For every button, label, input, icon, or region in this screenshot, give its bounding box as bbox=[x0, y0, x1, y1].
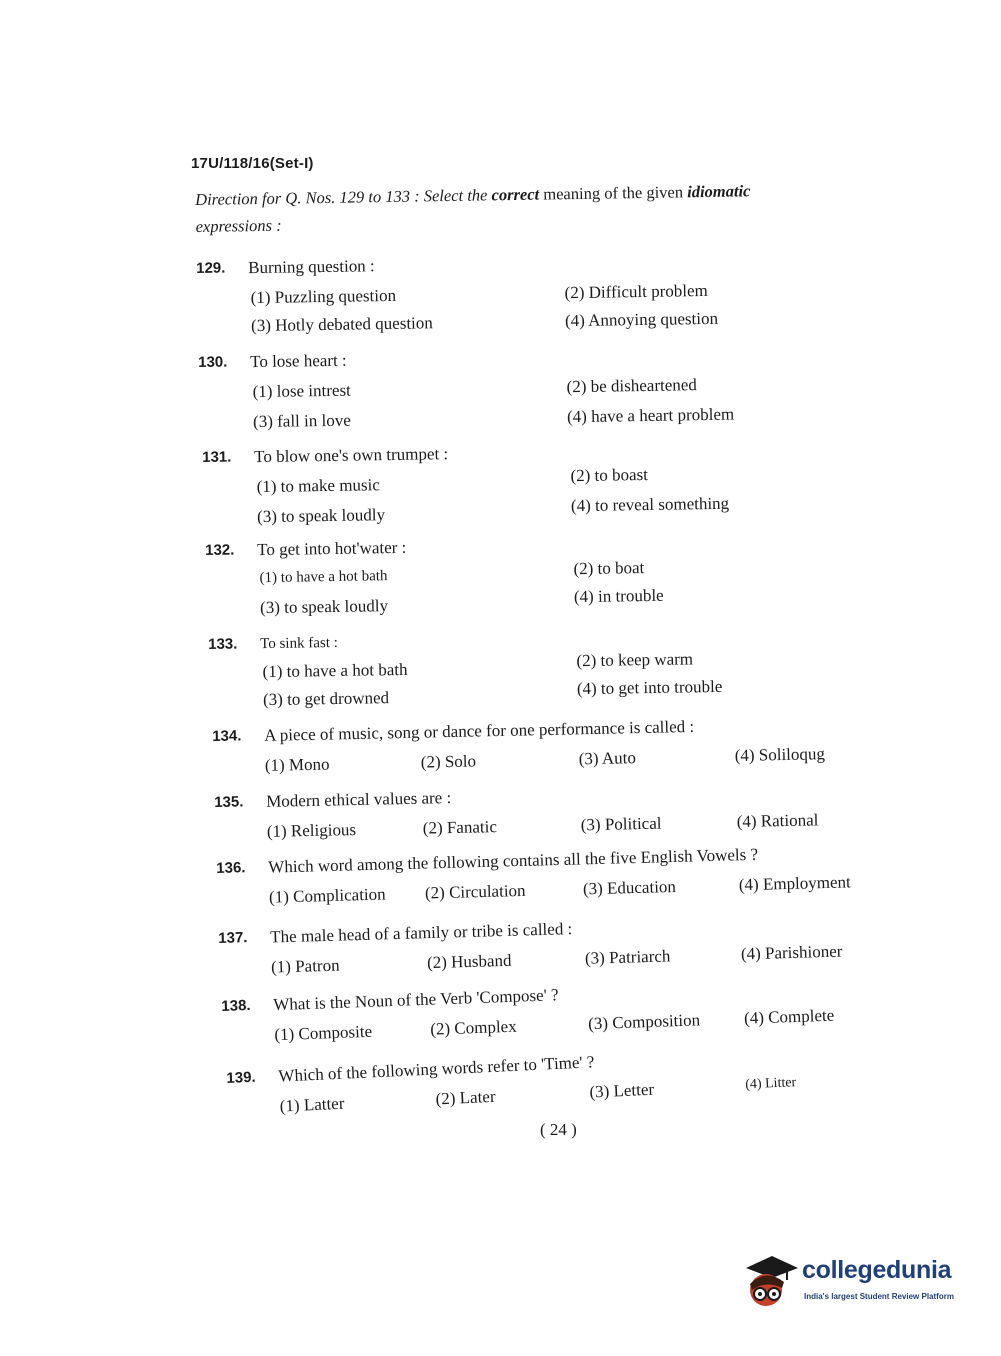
question-number: 132. bbox=[205, 541, 235, 559]
question-stem: Which word among the following contains all the five English Vowels ? bbox=[268, 844, 759, 877]
option-4: (4) Annoying question bbox=[564, 308, 719, 331]
option-2: (2) Husband bbox=[426, 950, 512, 973]
brand-name: collegedunia bbox=[802, 1256, 952, 1284]
brand-tagline: India's largest Student Review Platform bbox=[804, 1292, 954, 1301]
direction-middle: meaning of the given bbox=[543, 182, 684, 204]
paper-code: 17U/118/16(Set-I) bbox=[191, 155, 314, 172]
option-3: (3) fall in love bbox=[252, 410, 351, 432]
question-number: 138. bbox=[221, 996, 251, 1015]
option-4: (4) to reveal something bbox=[570, 493, 730, 516]
option-1: (1) Puzzling question bbox=[250, 285, 397, 308]
question-stem: To get into hot'water : bbox=[257, 537, 407, 560]
option-2: (2) Complex bbox=[429, 1016, 517, 1039]
question-stem: Burning question : bbox=[248, 256, 375, 278]
question-stem: The male head of a family or tribe is called : bbox=[270, 919, 573, 947]
option-2: (2) Fanatic bbox=[422, 817, 498, 838]
option-1: (1) Composite bbox=[274, 1021, 373, 1045]
direction-prefix: Direction for Q. Nos. 129 to 133 : Select the bbox=[195, 185, 488, 209]
option-4: (4) Parishioner bbox=[740, 941, 843, 964]
question-stem: To blow one's own trumpet : bbox=[254, 444, 449, 467]
option-3: (3) Auto bbox=[578, 748, 637, 769]
option-3: (3) to get drowned bbox=[262, 688, 390, 710]
option-3: (3) Patriarch bbox=[584, 946, 671, 968]
direction-text bbox=[195, 175, 876, 240]
option-2: (2) to boat bbox=[573, 558, 645, 579]
option-2: (2) Later bbox=[435, 1086, 496, 1109]
option-4: (4) in trouble bbox=[573, 585, 664, 607]
option-1: (1) Mono bbox=[264, 754, 330, 775]
option-4: (4) to get into trouble bbox=[576, 676, 723, 699]
question-number: 130. bbox=[198, 353, 228, 371]
option-3: (3) Education bbox=[582, 876, 677, 899]
option-1: (1) lose intrest bbox=[252, 380, 351, 402]
collegedunia-watermark bbox=[742, 1250, 972, 1310]
option-4: (4) have a heart problem bbox=[566, 404, 735, 427]
option-3: (3) to speak loudly bbox=[256, 505, 386, 527]
question-stem: To lose heart : bbox=[250, 350, 347, 372]
option-1: (1) to have a hot bath bbox=[262, 659, 408, 682]
option-1: (1) Latter bbox=[279, 1093, 345, 1116]
mascot-logo-icon bbox=[742, 1250, 800, 1312]
option-2: (2) Circulation bbox=[424, 880, 526, 903]
question-stem: Which of the following words refer to 'Time' ? bbox=[277, 1052, 595, 1086]
option-2: (2) to keep warm bbox=[576, 649, 694, 671]
option-1: (1) Complication bbox=[268, 884, 386, 907]
option-1: (1) to make music bbox=[256, 475, 380, 497]
question-number: 134. bbox=[212, 727, 242, 745]
direction-suffix: expressions : bbox=[195, 215, 282, 236]
question-stem: What is the Noun of the Verb 'Compose' ? bbox=[273, 985, 559, 1015]
option-4: (4) Rational bbox=[736, 810, 819, 832]
option-2: (2) be disheartened bbox=[566, 375, 698, 397]
question-stem: To sink fast : bbox=[260, 634, 338, 653]
question-number: 139. bbox=[226, 1068, 257, 1087]
question-stem: Modern ethical values are : bbox=[266, 788, 452, 811]
direction-emphasis-correct: correct bbox=[491, 184, 540, 205]
question-number: 133. bbox=[208, 635, 238, 653]
option-4: (4) Employment bbox=[738, 872, 851, 895]
question-number: 131. bbox=[202, 448, 232, 466]
question-number: 135. bbox=[214, 793, 244, 811]
page-number: ( 24 ) bbox=[540, 1120, 577, 1139]
option-4: (4) Soliloqug bbox=[734, 744, 826, 766]
option-3: (3) Letter bbox=[589, 1079, 655, 1102]
option-3: (3) Composition bbox=[587, 1010, 701, 1034]
option-2: (2) to boast bbox=[570, 465, 649, 486]
question-number: 137. bbox=[218, 929, 248, 947]
option-1: (1) Patron bbox=[270, 955, 340, 977]
question-number: 129. bbox=[196, 259, 226, 277]
direction-emphasis-idiomatic: idiomatic bbox=[687, 181, 751, 202]
option-4: (4) Complete bbox=[743, 1005, 835, 1028]
option-4: (4) Litter bbox=[744, 1075, 797, 1093]
option-3: (3) Hotly debated question bbox=[250, 313, 433, 336]
question-stem: A piece of music, song or dance for one performance is called : bbox=[264, 716, 695, 745]
option-2: (2) Solo bbox=[420, 751, 477, 772]
option-3: (3) Political bbox=[580, 813, 662, 835]
question-number: 136. bbox=[216, 859, 246, 877]
option-1: (1) to have a hot bath bbox=[259, 568, 388, 587]
option-1: (1) Religious bbox=[266, 820, 357, 841]
option-3: (3) to speak loudly bbox=[259, 596, 389, 618]
option-2: (2) Difficult problem bbox=[564, 280, 708, 303]
